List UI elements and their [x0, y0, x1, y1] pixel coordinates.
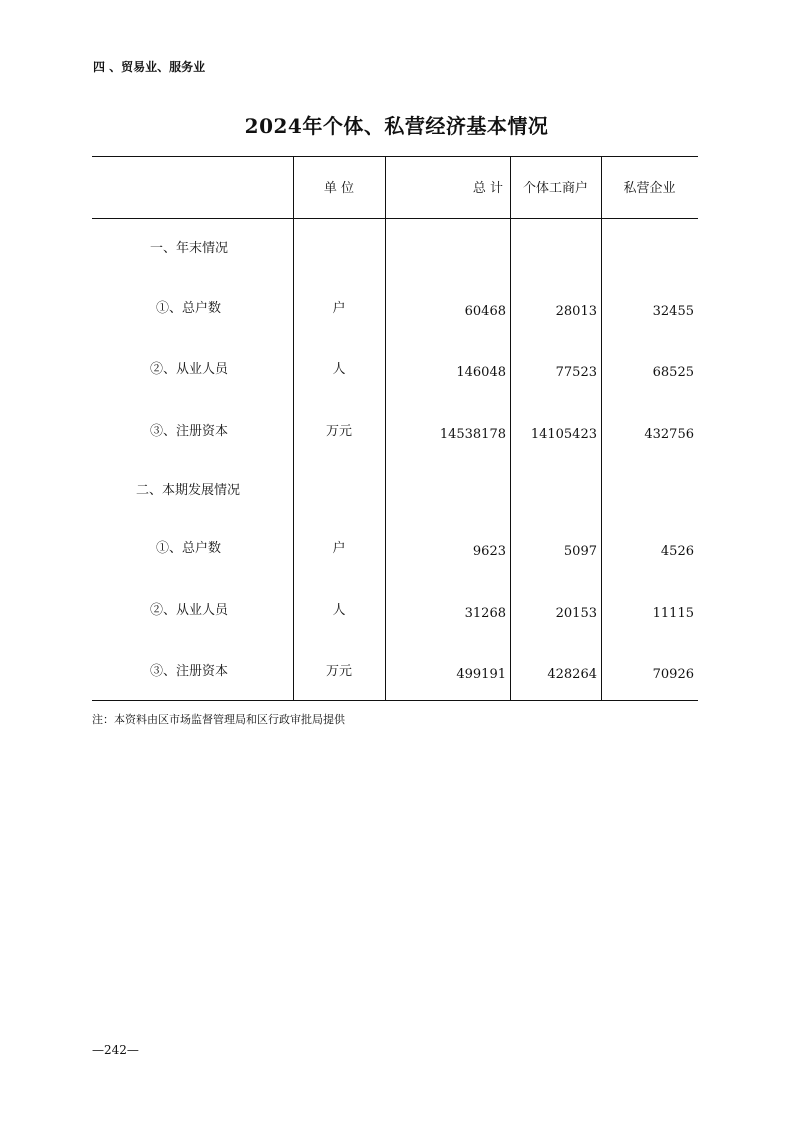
header-private: 私营企业 — [623, 181, 676, 196]
row-unit: 万元 — [325, 664, 352, 679]
row-label-year-end: 一、年末情况 — [150, 241, 229, 256]
row-individual: 77523 — [555, 365, 597, 380]
section-header: 四 、贸易业、服务业 — [93, 60, 206, 74]
row-label: ①、总户数 — [156, 301, 222, 316]
source-note: 注：本资料由区市场监督管理局和区行政审批局提供 — [92, 713, 345, 726]
row-individual: 5097 — [563, 544, 597, 559]
row-unit: 万元 — [325, 424, 352, 439]
row-total: 499191 — [456, 667, 506, 682]
row-unit: 户 — [332, 301, 346, 316]
row-unit: 人 — [332, 362, 346, 377]
row-label: ①、总户数 — [156, 541, 222, 556]
statistics-table — [92, 156, 698, 701]
header-total: 总 计 — [472, 181, 503, 196]
row-total: 14538178 — [439, 427, 506, 442]
row-unit: 人 — [332, 603, 346, 618]
page-title: 2024年个体、私营经济基本情况 — [244, 114, 549, 138]
row-unit: 户 — [332, 541, 346, 556]
row-label: ②、从业人员 — [150, 362, 229, 377]
row-label: ③、注册资本 — [150, 664, 229, 679]
row-individual: 428264 — [547, 667, 597, 682]
row-label: ②、从业人员 — [150, 603, 229, 618]
row-private: 68525 — [652, 365, 694, 380]
row-total: 60468 — [464, 304, 506, 319]
header-individual: 个体工商户 — [522, 181, 588, 196]
row-individual: 14105423 — [530, 427, 597, 442]
row-total: 9623 — [472, 544, 506, 559]
row-private: 70926 — [652, 667, 694, 682]
header-divider — [92, 218, 698, 219]
row-total: 146048 — [456, 365, 506, 380]
row-private: 432756 — [644, 427, 694, 442]
row-label: ③、注册资本 — [150, 424, 229, 439]
row-total: 31268 — [464, 606, 506, 621]
row-private: 32455 — [652, 304, 694, 319]
header-unit: 单 位 — [323, 181, 355, 196]
row-individual: 20153 — [555, 606, 597, 621]
row-individual: 28013 — [555, 304, 597, 319]
row-label-period-development: 二、本期发展情况 — [136, 483, 241, 498]
row-private: 4526 — [660, 544, 694, 559]
row-private: 11115 — [652, 606, 694, 621]
page-number: —242— — [92, 1043, 139, 1057]
